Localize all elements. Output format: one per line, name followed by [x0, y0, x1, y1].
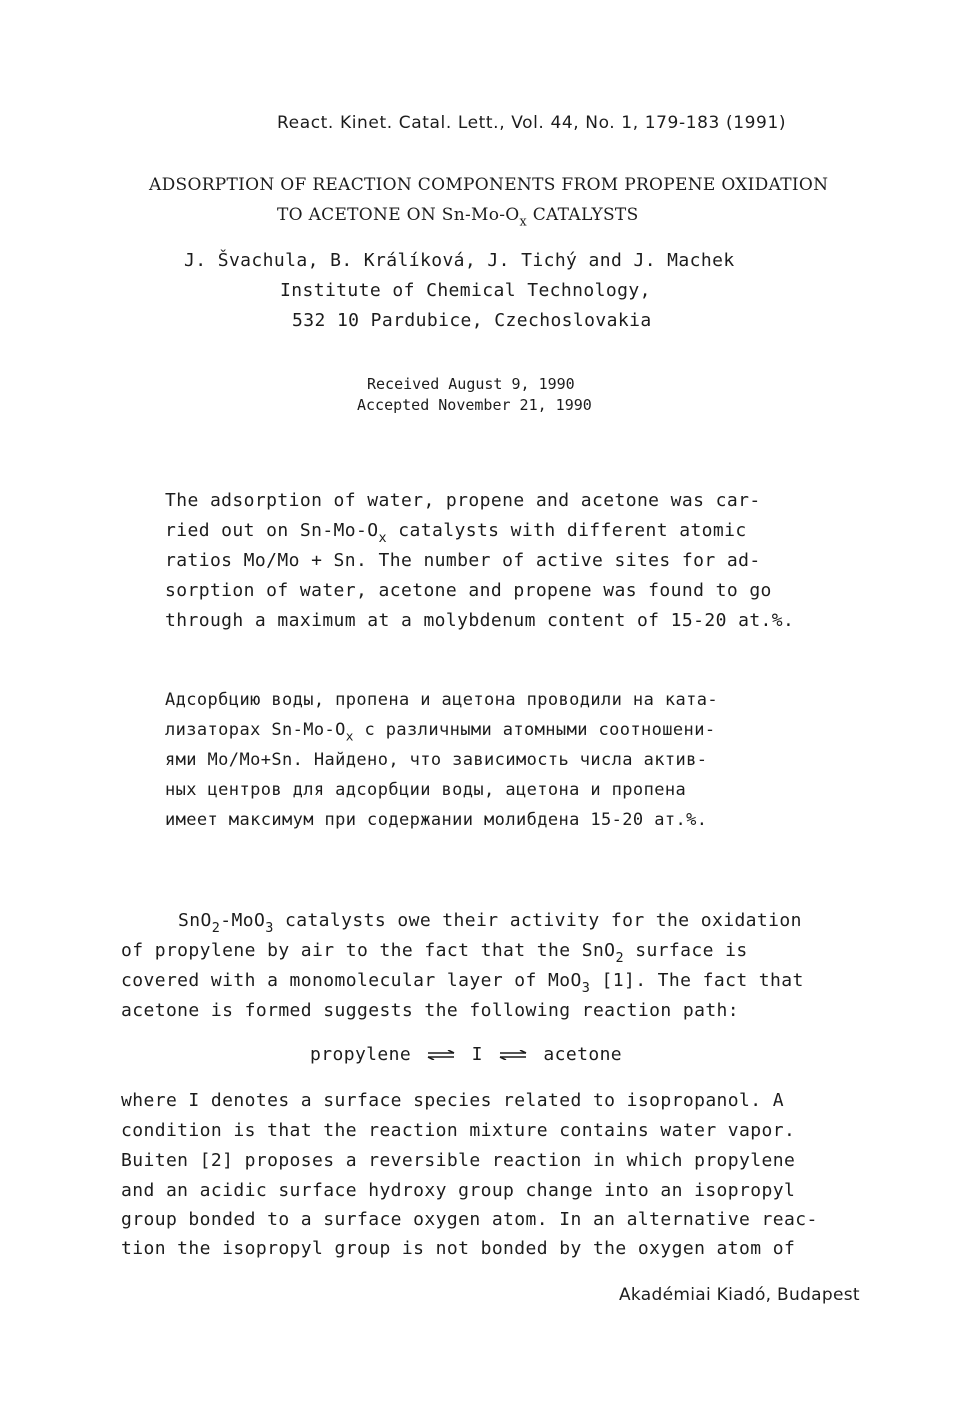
- equilibrium-arrow-icon: [498, 1050, 528, 1060]
- body-line: SnO$_2$-MoO$_3$ catalysts owe their activity for the oxidation: [178, 910, 802, 937]
- reactant-propylene: propylene: [310, 1044, 412, 1065]
- author-list: J. Švachula, B. Králíková, J. Tichý and J. Machek: [184, 250, 735, 271]
- body-line: tion the isopropyl group is not bonded by the oxygen atom of: [121, 1238, 796, 1259]
- paper-title-line-1: ADSORPTION OF REACTION COMPONENTS FROM PROPENE OXIDATION: [149, 175, 829, 195]
- abstract-ru-line: ями Mo/Mo+Sn. Найдено, что зависимость числа актив-: [165, 750, 708, 770]
- abstract-en-line: sorption of water, acetone and propene was found to go: [165, 580, 772, 601]
- institute-address: 532 10 Pardubice, Czechoslovakia: [292, 310, 652, 331]
- abstract-ru-line: имеет максимум при содержании молибдена 15-20 ат.%.: [165, 810, 708, 830]
- journal-citation: React. Kinet. Catal. Lett., Vol. 44, No. 1, 179-183 (1991): [277, 113, 787, 133]
- publisher-footer: Akadémiai Kiadó, Budapest: [619, 1285, 860, 1305]
- abstract-en-line: through a maximum at a molybdenum content of 15-20 at.%.: [165, 610, 795, 631]
- received-date: Received August 9, 1990: [367, 375, 575, 393]
- body-line: of propylene by air to the fact that the SnO$_2$ surface is: [121, 940, 748, 967]
- body-line: acetone is formed suggests the following reaction path:: [121, 1000, 740, 1021]
- body-line: Buiten [2] proposes a reversible reaction in which propylene: [121, 1150, 796, 1171]
- institute: Institute of Chemical Technology,: [280, 280, 651, 301]
- equilibrium-arrow-icon: [426, 1050, 456, 1060]
- body-line: where I denotes a surface species related to isopropanol. A: [121, 1090, 784, 1111]
- body-line: condition is that the reaction mixture contains water vapor.: [121, 1120, 796, 1141]
- abstract-ru-line: ных центров для адсорбции воды, ацетона и пропена: [165, 780, 687, 800]
- body-line: group bonded to a surface oxygen atom. In an alternative reac-: [121, 1209, 818, 1230]
- abstract-ru-line: лизаторах $Sn-Mo-O_x$ с различными атомными соотношени-: [165, 720, 716, 745]
- abstract-ru-line: Адсорбцию воды, пропена и ацетона проводили на ката-: [165, 690, 719, 710]
- accepted-date: Accepted November 21, 1990: [357, 396, 592, 414]
- body-line: covered with a monomolecular layer of MoO$_3$ [1]. The fact that: [121, 970, 804, 997]
- reaction-equation: [310, 1044, 622, 1065]
- intermediate-i: I: [471, 1044, 483, 1065]
- product-acetone: acetone: [543, 1044, 623, 1065]
- abstract-en-line: ried out on $Sn-Mo-O_x$ catalysts with different atomic: [165, 520, 747, 547]
- paper-title-line-2: TO ACETONE ON $Sn-Mo-O_x$ CATALYSTS: [277, 205, 639, 230]
- abstract-en-line: ratios Mo/Mo + Sn. The number of active sites for ad-: [165, 550, 761, 571]
- body-line: and an acidic surface hydroxy group change into an isopropyl: [121, 1180, 796, 1201]
- abstract-en-line: The adsorption of water, propene and acetone was car-: [165, 490, 761, 511]
